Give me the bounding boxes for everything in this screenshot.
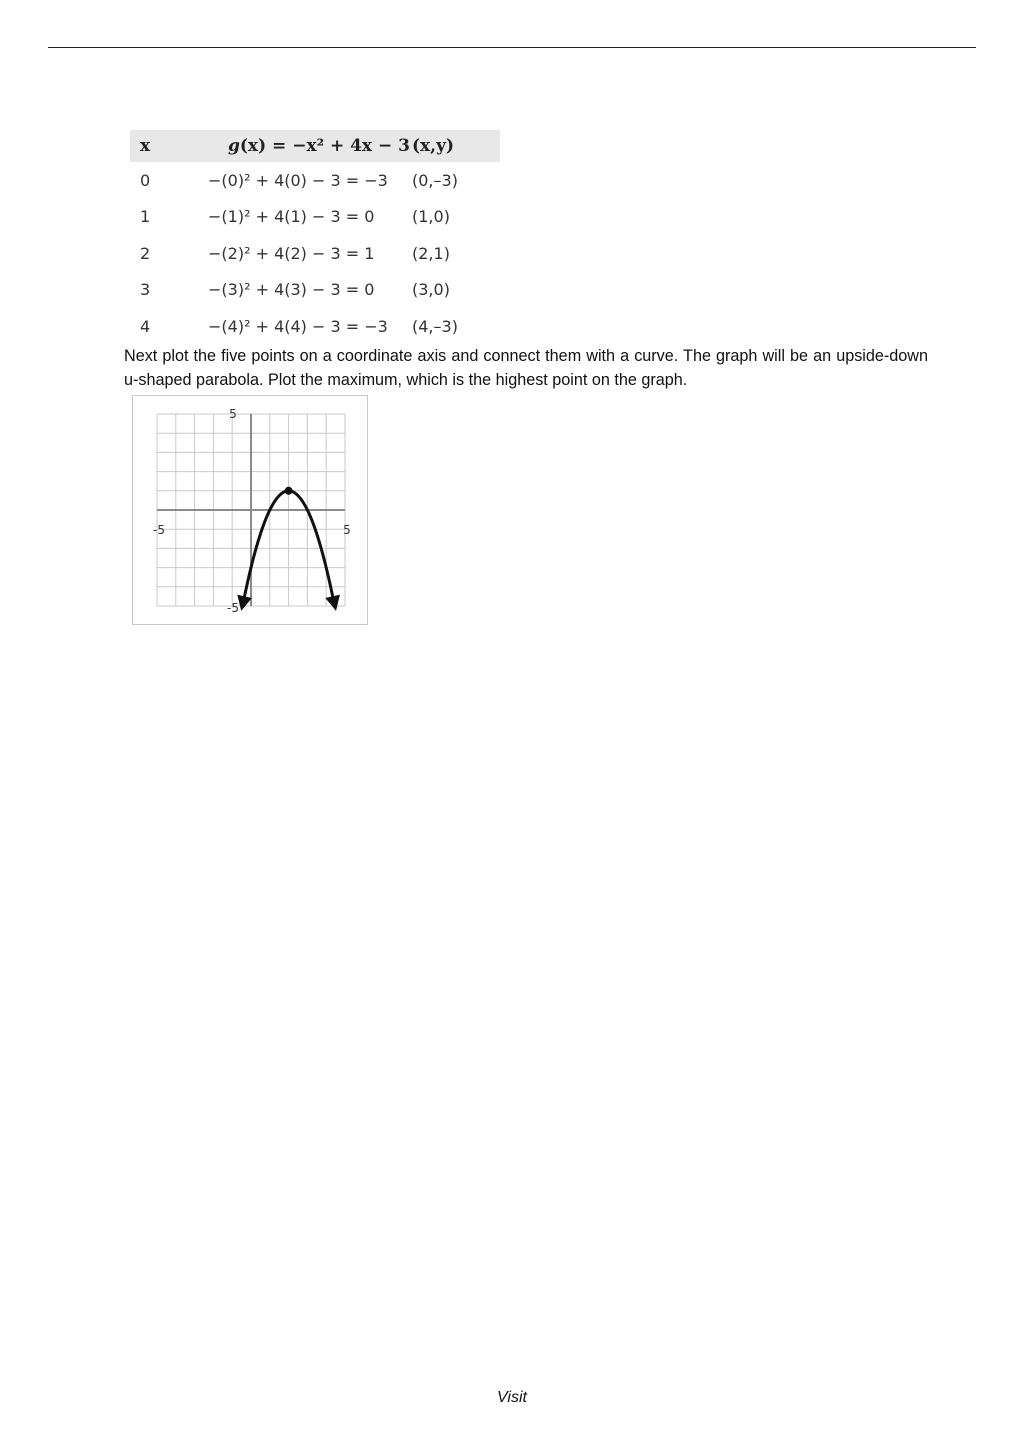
cell-expr: −(1)² + 4(1) − 3 = 0 — [208, 207, 375, 227]
tick-label-x-min: -5 — [153, 523, 165, 537]
instruction-paragraph: Next plot the five points on a coordinate axis and connect them with a curve. The graph will be an upside-down u-shaped parabola. Plot the maximum, which is the highest point on the graph. — [124, 347, 928, 389]
cell-x: 2 — [140, 243, 151, 263]
table-row — [130, 235, 500, 272]
header-function-body: (x) = −x² + 4x − 3 — [239, 136, 410, 156]
axes — [157, 414, 345, 606]
cell-pair: (2,1) — [412, 243, 450, 263]
tick-label-y-min: -5 — [227, 601, 239, 615]
footer-text: Visit — [497, 1389, 527, 1406]
cell-x: 4 — [140, 316, 151, 336]
table-header-row — [130, 130, 500, 162]
cell-expr: −(3)² + 4(3) − 3 = 0 — [208, 280, 375, 300]
cell-pair: (1,0) — [412, 207, 450, 227]
header-rule — [48, 47, 976, 48]
cell-x: 0 — [140, 170, 151, 190]
header-x: x — [130, 130, 198, 162]
tick-label-x-max: 5 — [343, 523, 351, 537]
cell-pair: (0,–3) — [412, 170, 458, 190]
parabola-graph — [132, 395, 368, 625]
cell-x: 3 — [140, 280, 151, 300]
tick-label-y-max: 5 — [229, 407, 237, 421]
cell-pair: (4,–3) — [412, 316, 458, 336]
cell-pair: (3,0) — [412, 280, 450, 300]
header-function — [198, 130, 412, 162]
header-pair: (x,y) — [412, 130, 500, 162]
header-function-name: g — [228, 136, 240, 156]
cell-x: 1 — [140, 207, 151, 227]
cell-expr: −(4)² + 4(4) − 3 = −3 — [208, 316, 388, 336]
values-table — [130, 130, 500, 345]
cell-expr: −(0)² + 4(0) − 3 = −3 — [208, 170, 388, 190]
table-row — [130, 199, 500, 236]
table-row — [130, 272, 500, 309]
table-row — [130, 162, 500, 199]
maximum-point — [285, 487, 293, 495]
graph-canvas — [133, 396, 369, 626]
cell-expr: −(2)² + 4(2) − 3 = 1 — [208, 243, 375, 263]
table-row — [130, 308, 500, 345]
